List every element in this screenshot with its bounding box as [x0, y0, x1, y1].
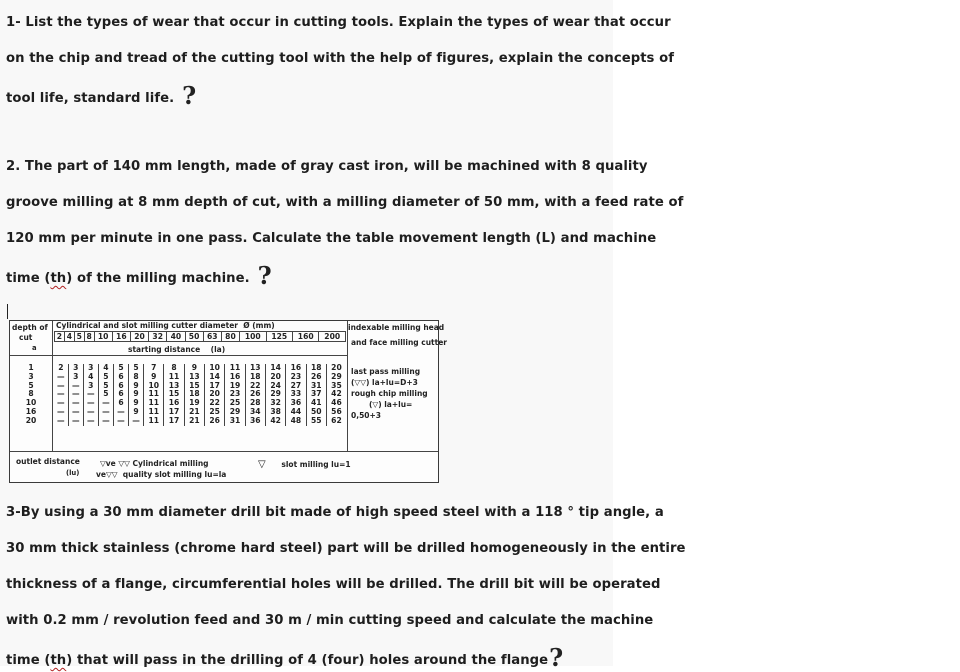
table-cell: 20: [205, 390, 225, 399]
q2-line-4-pre: time (: [6, 271, 51, 286]
q3-line-1: 3-By using a 30 mm diameter drill bit made of high speed steel with a 118 ° tip angle, a: [6, 505, 664, 520]
q2-line-3: 120 mm per minute in one pass. Calculate the table movement length (L) and machine: [6, 231, 657, 246]
diameter-header-cell: 80: [221, 332, 239, 342]
table-row: [54, 399, 346, 408]
table-cell: 36: [286, 399, 306, 408]
table-cell: 37: [306, 390, 326, 399]
table-cell: —: [57, 398, 65, 408]
depth-value: 8: [28, 389, 34, 399]
depth-label-3: a: [32, 344, 37, 352]
table-cell: 11: [164, 373, 184, 382]
table-cell: 27: [286, 382, 306, 391]
table-cell: 6: [113, 373, 128, 382]
table-cell: 14: [265, 364, 285, 373]
depth-label-1: depth of: [12, 323, 48, 332]
table-cell: 25: [225, 399, 245, 408]
q1-line-3-text: tool life, standard life.: [6, 91, 175, 106]
table-cell: 41: [306, 399, 326, 408]
table-cell: 36: [245, 417, 265, 426]
table-cell: 9: [129, 382, 144, 391]
table-cell: 14: [205, 373, 225, 382]
milling-distance-table: [9, 320, 448, 483]
table-cell: 9: [184, 364, 204, 373]
table-row: [54, 382, 346, 391]
header-title-text: Cylindrical and slot milling cutter diameter: [56, 321, 239, 330]
table-cell: —: [98, 417, 113, 426]
table-cell: —: [129, 417, 144, 426]
table-cell: 32: [265, 399, 285, 408]
q3-line-4: with 0.2 mm / revolution feed and 30 m / min cutting speed and calculate the machine: [6, 613, 654, 628]
table-row: [54, 390, 346, 399]
legend-b-text: quality slot milling lu=la: [122, 470, 227, 479]
diameter-header-cell: 10: [94, 332, 112, 342]
q1-question-mark: ?: [182, 81, 197, 110]
table-cell: 20: [265, 373, 285, 382]
depth-value: 5: [28, 380, 34, 390]
table-cell: 16: [225, 373, 245, 382]
q3-line-5-pre: time (: [6, 653, 51, 668]
table-cell: 6: [113, 390, 128, 399]
q2-line-4-post: ) of the milling machine.: [66, 271, 250, 286]
table-cell: 34: [245, 408, 265, 417]
depth-value: 10: [25, 398, 37, 408]
table-cell: 56: [326, 408, 346, 417]
q3-line-2: 30 mm thick stainless (chrome hard steel) part will be drilled homogeneously in the entire: [6, 541, 686, 556]
right-note: rough chip milling: [351, 389, 428, 398]
table-cell: 17: [164, 417, 184, 426]
table-cell: 55: [306, 417, 326, 426]
table-cell: 19: [225, 382, 245, 391]
table-row: [54, 408, 346, 417]
table-cell: 9: [144, 373, 164, 382]
table-cell: 5: [113, 364, 128, 373]
right-note: last pass milling: [351, 367, 421, 376]
table-cell: 29: [265, 390, 285, 399]
right-note: 0,50+3: [351, 411, 382, 420]
q1-line-1: 1- List the types of wear that occur in cutting tools. Explain the types of wear that occur: [6, 15, 671, 30]
table-cell: 21: [184, 417, 204, 426]
header-unit: Ø (mm): [243, 321, 275, 330]
legend-a-text: Cylindrical milling: [132, 459, 209, 468]
q2-question-mark: ?: [257, 261, 272, 290]
table-cell: 11: [144, 390, 164, 399]
table-cell: 13: [184, 373, 204, 382]
table-cell: 26: [306, 373, 326, 382]
right-header-2: and face milling cutter: [351, 338, 448, 347]
legend-b-symbol: ve▽▽: [96, 470, 118, 479]
table-cell: 20: [326, 364, 346, 373]
table-cell: 29: [326, 373, 346, 382]
table-cell: 18: [245, 373, 265, 382]
table-cell: 8: [164, 364, 184, 373]
table-cell: 21: [184, 408, 204, 417]
table-cell: —: [83, 417, 98, 426]
table-cell: 4: [98, 364, 113, 373]
table-cell: 16: [286, 364, 306, 373]
table-cell: 5: [98, 382, 113, 391]
diameter-header-cell: 100: [240, 332, 266, 342]
table-cell: —: [57, 389, 65, 399]
table-cell: 48: [286, 417, 306, 426]
table-cell: 35: [326, 382, 346, 391]
table-cell: 22: [245, 382, 265, 391]
table-cell: 3: [68, 373, 83, 382]
table-cell: 5: [129, 364, 144, 373]
table-cell: 31: [306, 382, 326, 391]
diameter-header-cell: 200: [319, 332, 346, 342]
q1-line-3: [6, 79, 196, 108]
legend-c-text: slot milling lu=1: [281, 460, 351, 469]
diameter-header-cell: 160: [293, 332, 319, 342]
table-cell: 13: [164, 382, 184, 391]
table-cell: —: [83, 399, 98, 408]
table-cell: —: [57, 380, 65, 390]
table-cell: —: [68, 417, 83, 426]
table-cell: —: [68, 382, 83, 391]
diameter-header-cell: 5: [74, 332, 84, 342]
table-cell: 22: [205, 399, 225, 408]
right-header-1: indexable milling head: [348, 323, 445, 332]
q2-th-symbol: th: [50, 271, 67, 286]
table-cell: 5: [98, 373, 113, 382]
header-divider: [10, 355, 348, 356]
diameter-header-cell: 125: [266, 332, 292, 342]
table-cell: 9: [129, 408, 144, 417]
table-cell: —: [68, 390, 83, 399]
q2-line-2: groove milling at 8 mm depth of cut, with a milling diameter of 50 mm, with a feed rate of: [6, 195, 684, 210]
table-cell: 13: [245, 364, 265, 373]
table-cell: 17: [205, 382, 225, 391]
table-cell: 42: [326, 390, 346, 399]
table-cell: 4: [83, 373, 98, 382]
diameter-header-cell: 50: [185, 332, 203, 342]
table-cell: 5: [98, 390, 113, 399]
table-cell: 44: [286, 408, 306, 417]
legend-c: [258, 459, 351, 470]
table-cell: 50: [306, 408, 326, 417]
table-cell: 3: [83, 364, 98, 373]
right-note: (▽▽) la+lu=D+3: [351, 378, 418, 387]
diameter-header-cell: 4: [64, 332, 74, 342]
table-row: [54, 373, 346, 382]
table-cell: 17: [164, 408, 184, 417]
table-cell: 18: [306, 364, 326, 373]
table-cell: 9: [129, 399, 144, 408]
table-cell: 11: [144, 408, 164, 417]
starting-distance-text: starting distance: [128, 345, 201, 354]
diameter-header-cell: 2: [55, 332, 65, 342]
depth-value: 20: [25, 415, 37, 425]
table-cell: 15: [184, 382, 204, 391]
table-cell: 8: [129, 373, 144, 382]
table-cell: —: [68, 399, 83, 408]
depth-value: 3: [28, 371, 34, 381]
table-cell: 26: [245, 390, 265, 399]
footer-divider: [10, 451, 438, 452]
diameter-header-cell: 16: [112, 332, 130, 342]
la-symbol: (la): [210, 345, 226, 354]
diameter-header-cell: 20: [130, 332, 148, 342]
depth-label-2: cut: [19, 333, 33, 342]
table-cell: 33: [286, 390, 306, 399]
table-cell: 62: [326, 417, 346, 426]
right-note: (▽) la+lu=: [369, 400, 413, 409]
outlet-distance: outlet distance: [16, 457, 80, 466]
q3-th-symbol: th: [50, 653, 67, 668]
header-title: [56, 321, 275, 330]
table-row: [54, 417, 346, 426]
table-cell: 31: [225, 417, 245, 426]
depth-column-divider: [52, 321, 53, 451]
table-cell: 3: [68, 364, 83, 373]
table-cell: 25: [205, 408, 225, 417]
table-cell: —: [83, 408, 98, 417]
table-cell: 11: [225, 364, 245, 373]
q2-line-4: [6, 259, 272, 288]
depth-column: [10, 364, 52, 426]
q3-line-5-post: ) that will pass in the drilling of 4 (four) holes around the flange: [66, 653, 549, 668]
table-cell: —: [57, 415, 65, 425]
table-cell: 10: [144, 382, 164, 391]
table-cell: —: [57, 371, 65, 381]
table-cell: —: [113, 417, 128, 426]
diameter-header-cell: 8: [84, 332, 94, 342]
legend-a: [100, 459, 209, 468]
table-cell: 24: [265, 382, 285, 391]
table-cell: 16: [164, 399, 184, 408]
depth-value: 1: [28, 363, 34, 372]
table-cell: 15: [164, 390, 184, 399]
table-cell: —: [68, 408, 83, 417]
table-cell: —: [57, 406, 65, 416]
table-cell: 6: [113, 382, 128, 391]
table-cell: 19: [184, 399, 204, 408]
q3-question-mark: ?: [549, 643, 564, 672]
table-cell: —: [98, 399, 113, 408]
table-cell: 11: [144, 417, 164, 426]
table-cell: 38: [265, 408, 285, 417]
table-cell: 10: [205, 364, 225, 373]
table-cell: —: [113, 408, 128, 417]
q1-line-2: on the chip and tread of the cutting tool with the help of figures, explain the concepts of: [6, 51, 674, 66]
table-cell: 9: [129, 390, 144, 399]
table-cell: 28: [245, 399, 265, 408]
legend-a-symbol: ▽ve ▽▽: [100, 459, 130, 468]
table-cell: 11: [144, 399, 164, 408]
right-column-divider: [347, 321, 348, 451]
lu-symbol: (lu): [66, 469, 80, 477]
table-row: [54, 364, 346, 373]
table-cell: 29: [225, 408, 245, 417]
diameter-header-cell: 63: [203, 332, 221, 342]
diameter-header-cell: 40: [167, 332, 185, 342]
table-cell: 6: [113, 399, 128, 408]
starting-distance: [128, 345, 225, 354]
table-cell: 23: [225, 390, 245, 399]
legend-b: [96, 470, 226, 479]
table-cell: 46: [326, 399, 346, 408]
q3-line-3: thickness of a flange, circumferential holes will be drilled. The drill bit will be operated: [6, 577, 661, 592]
table-cell: 23: [286, 373, 306, 382]
table-cell: —: [83, 390, 98, 399]
table-cell: 42: [265, 417, 285, 426]
legend-c-symbol: ▽: [258, 459, 266, 470]
table-cell: 26: [205, 417, 225, 426]
q2-line-1: 2. The part of 140 mm length, made of gray cast iron, will be machined with 8 quality: [6, 159, 648, 174]
diameter-header-cell: 32: [149, 332, 167, 342]
starting-distance-grid: [54, 364, 346, 426]
table-cell: —: [98, 408, 113, 417]
table-cell: 18: [184, 390, 204, 399]
table-cell: 7: [144, 364, 164, 373]
depth-value: 16: [25, 406, 37, 416]
table-cell: 2: [58, 363, 64, 372]
table-cell: 3: [83, 382, 98, 391]
diameter-header-row: [54, 331, 346, 342]
text-cursor: [7, 304, 8, 319]
